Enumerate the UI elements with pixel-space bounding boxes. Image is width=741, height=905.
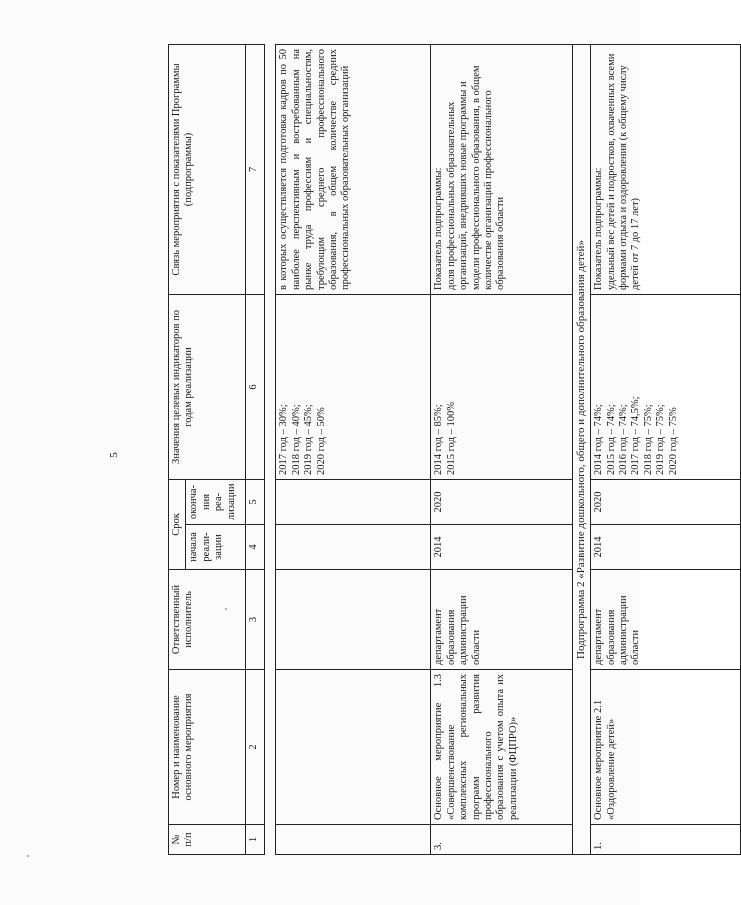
header-col-term: Срок — [169, 479, 186, 569]
link-to-indicators: Показатель подпрограммы: удельный вес детей и подростков, охваченных всеми формами отдыха и оздоровления (к общему числу детей от 7 до 17 лет) — [591, 44, 741, 294]
term-start: 2014 — [591, 525, 741, 570]
continuation-target-values: 2017 год – 30%; 2018 год – 40%; 2019 год – 45%; 2020 год – 50% — [276, 294, 431, 479]
responsible-executor: департамент образования администрации области — [591, 570, 741, 670]
column-numbers-row — [246, 44, 265, 854]
scan-speck — [27, 855, 29, 857]
col-num-3: 3 — [246, 570, 265, 670]
activity-name: Основное мероприятие 1.3 «Совершенствование комплексных региональных программ развития профессионального образования с учетом опыта их реализации (ФЦПРО)» — [431, 670, 573, 825]
link-to-indicators: Показатель подпрограммы: доля профессиональных образовательных организаций, внедривших новые программы и модели профессионального образования, в общем количестве организаций профессионального образования области — [431, 44, 573, 294]
col-num-6: 6 — [246, 294, 265, 479]
table-row — [276, 44, 431, 854]
target-values: 2014 год – 85%; 2015 год – 100% — [431, 294, 573, 479]
target-values: 2014 год – 74%; 2015 год – 74%; 2016 год – 74%; 2017 год – 74,5%; 2018 год – 75%; 2019 год – 75%; 2020 год – 75% — [591, 294, 741, 479]
table-row — [591, 44, 741, 854]
table-row — [431, 44, 573, 854]
responsible-executor: департамент образования администрации области — [431, 570, 573, 670]
rotated-table-container — [168, 45, 679, 855]
program-activities-table — [168, 44, 741, 855]
continuation-link: в которых осуществляется подготовка кадров по 50 наиболее перспективным и востребованным на рынке труда профессиям и специальностям, требующим среднего профессионального образования, в общем количестве средних профессиональных образовательных организаций — [276, 44, 431, 294]
scan-speck — [225, 608, 227, 610]
header-col-number: № п/п — [169, 825, 246, 855]
header-row-1 — [169, 44, 186, 854]
row-number: 3. — [431, 825, 573, 855]
activity-name: Основное мероприятие 2.1 «Оздоровление детей» — [591, 670, 741, 825]
subprogram-heading: Подпрограмма 2 «Развитие дошкольного, общего и дополнительного образования детей» — [573, 44, 591, 854]
gap-row — [265, 44, 276, 854]
subprogram-heading-row — [573, 44, 591, 854]
header-col-target-values: Значения целевых индикаторов по годам реализации — [169, 294, 246, 479]
col-num-5: 5 — [246, 479, 265, 524]
header-col-end: оконча- ния реа- лизации — [186, 479, 246, 524]
header-col-activity: Номер и наименование основного мероприятия — [169, 670, 246, 825]
header-col-responsible: Ответственный исполнитель — [169, 570, 246, 670]
term-end: 2020 — [431, 479, 573, 524]
header-col-start: начала реали- зации — [186, 525, 246, 570]
term-start: 2014 — [431, 525, 573, 570]
col-num-2: 2 — [246, 670, 265, 825]
term-end: 2020 — [591, 479, 741, 524]
page-number: 5 — [108, 452, 120, 458]
row-number: 1. — [591, 825, 741, 855]
col-num-4: 4 — [246, 525, 265, 570]
header-col-link: Связь мероприятия с показателями Программы (подпрограммы) — [169, 44, 246, 294]
col-num-7: 7 — [246, 44, 265, 294]
col-num-1: 1 — [246, 825, 265, 855]
